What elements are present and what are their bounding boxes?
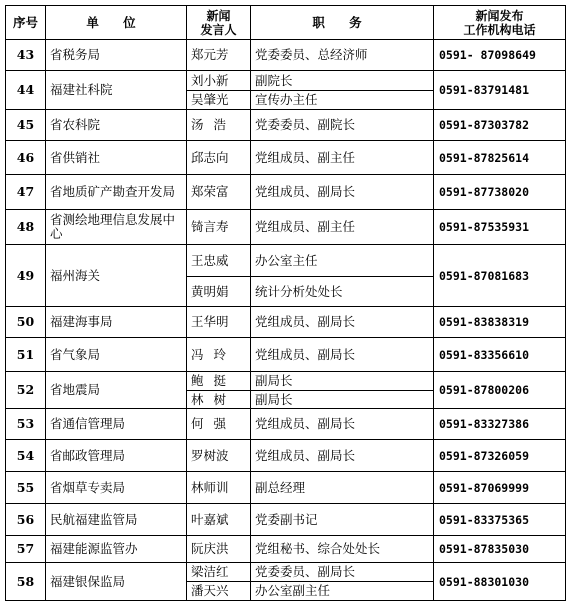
table-row xyxy=(6,141,566,175)
row-number: 50 xyxy=(6,307,46,338)
table-row xyxy=(6,175,566,210)
table-row xyxy=(6,472,566,504)
row-number: 56 xyxy=(6,504,46,536)
header-seq: 序号 xyxy=(6,6,46,40)
unit-name: 福建社科院 xyxy=(46,71,187,110)
spokesperson-name: 黄明娟 xyxy=(187,277,251,307)
row-number: 48 xyxy=(6,210,46,245)
unit-name: 福建海事局 xyxy=(46,307,187,338)
spokesperson-name: 阮庆洪 xyxy=(187,536,251,563)
unit-name: 省邮政管理局 xyxy=(46,440,187,472)
position-title: 党委委员、副院长 xyxy=(251,110,434,141)
phone-number: 0591-87825614 xyxy=(434,141,566,175)
position-title: 党组成员、副局长 xyxy=(251,409,434,440)
position-title: 统计分析处处长 xyxy=(251,277,434,307)
row-number: 44 xyxy=(6,71,46,110)
spokesperson-name: 梁洁红 xyxy=(187,563,251,582)
row-number: 45 xyxy=(6,110,46,141)
table-row xyxy=(6,71,566,91)
row-number: 51 xyxy=(6,338,46,372)
row-number: 52 xyxy=(6,372,46,409)
position-title: 宣传办主任 xyxy=(251,91,434,110)
position-title: 办公室副主任 xyxy=(251,582,434,601)
position-title: 副院长 xyxy=(251,71,434,91)
header-unit: 单 位 xyxy=(46,6,187,40)
position-title: 党委副书记 xyxy=(251,504,434,536)
table-row xyxy=(6,372,566,391)
unit-name: 省气象局 xyxy=(46,338,187,372)
spokesperson-name: 潘天兴 xyxy=(187,582,251,601)
header-position: 职 务 xyxy=(251,6,434,40)
unit-name: 省地震局 xyxy=(46,372,187,409)
phone-number: 0591-83791481 xyxy=(434,71,566,110)
position-title: 办公室主任 xyxy=(251,245,434,277)
header-phone: 新闻发布 工作机构电话 xyxy=(434,6,566,40)
position-title: 党组成员、副主任 xyxy=(251,210,434,245)
table-row xyxy=(6,338,566,372)
spokesperson-name: 王忠威 xyxy=(187,245,251,277)
header-spokesperson: 新闻 发言人 xyxy=(187,6,251,40)
spokesperson-name: 吴肇光 xyxy=(187,91,251,110)
position-title: 党组成员、副局长 xyxy=(251,338,434,372)
unit-name: 省烟草专卖局 xyxy=(46,472,187,504)
spokesperson-name: 林师训 xyxy=(187,472,251,504)
phone-number: 0591-83375365 xyxy=(434,504,566,536)
spokesperson-name: 林 树 xyxy=(187,391,251,409)
phone-number: 0591-87326059 xyxy=(434,440,566,472)
unit-name: 省通信管理局 xyxy=(46,409,187,440)
position-title: 党委委员、总经济师 xyxy=(251,40,434,71)
unit-name: 省农科院 xyxy=(46,110,187,141)
table-body xyxy=(6,40,566,601)
phone-number: 0591-87535931 xyxy=(434,210,566,245)
unit-name: 省供销社 xyxy=(46,141,187,175)
spokesperson-name: 汤 浩 xyxy=(187,110,251,141)
unit-name: 福建能源监管办 xyxy=(46,536,187,563)
phone-number: 0591-83327386 xyxy=(434,409,566,440)
table-row xyxy=(6,536,566,563)
phone-number: 0591-87081683 xyxy=(434,245,566,307)
spokesperson-name: 王华明 xyxy=(187,307,251,338)
position-title: 党组成员、副局长 xyxy=(251,440,434,472)
unit-name: 省税务局 xyxy=(46,40,187,71)
phone-number: 0591-87800206 xyxy=(434,372,566,409)
row-number: 55 xyxy=(6,472,46,504)
table-header-row xyxy=(6,6,566,40)
table-row xyxy=(6,307,566,338)
phone-number: 0591-83838319 xyxy=(434,307,566,338)
position-title: 党组秘书、综合处处长 xyxy=(251,536,434,563)
position-title: 党组成员、副局长 xyxy=(251,307,434,338)
spokesperson-name: 邱志向 xyxy=(187,141,251,175)
position-title: 党委委员、副局长 xyxy=(251,563,434,582)
phone-number: 0591- 87098649 xyxy=(434,40,566,71)
row-number: 47 xyxy=(6,175,46,210)
spokesperson-name: 锜言寿 xyxy=(187,210,251,245)
spokesperson-name: 何 强 xyxy=(187,409,251,440)
spokesperson-table xyxy=(5,5,566,601)
unit-name: 省地质矿产勘查开发局 xyxy=(46,175,187,210)
spokesperson-name: 叶嘉斌 xyxy=(187,504,251,536)
spokesperson-name: 郑荣富 xyxy=(187,175,251,210)
table-row xyxy=(6,440,566,472)
phone-number: 0591-88301030 xyxy=(434,563,566,601)
table-row xyxy=(6,563,566,582)
unit-name: 民航福建监管局 xyxy=(46,504,187,536)
spokesperson-name: 罗树波 xyxy=(187,440,251,472)
position-title: 副局长 xyxy=(251,391,434,409)
table-row xyxy=(6,409,566,440)
position-title: 副局长 xyxy=(251,372,434,391)
phone-number: 0591-83356610 xyxy=(434,338,566,372)
table-row xyxy=(6,110,566,141)
unit-name: 福州海关 xyxy=(46,245,187,307)
table-row xyxy=(6,504,566,536)
unit-name: 省测绘地理信息发展中心 xyxy=(46,210,187,245)
row-number: 54 xyxy=(6,440,46,472)
phone-number: 0591-87835030 xyxy=(434,536,566,563)
table-row xyxy=(6,210,566,245)
row-number: 58 xyxy=(6,563,46,601)
row-number: 49 xyxy=(6,245,46,307)
phone-number: 0591-87738020 xyxy=(434,175,566,210)
table-row xyxy=(6,40,566,71)
spokesperson-name: 郑元芳 xyxy=(187,40,251,71)
table-row xyxy=(6,245,566,277)
spokesperson-name: 鲍 挺 xyxy=(187,372,251,391)
row-number: 53 xyxy=(6,409,46,440)
phone-number: 0591-87069999 xyxy=(434,472,566,504)
position-title: 副总经理 xyxy=(251,472,434,504)
unit-name: 福建银保监局 xyxy=(46,563,187,601)
position-title: 党组成员、副局长 xyxy=(251,175,434,210)
spokesperson-name: 冯 玲 xyxy=(187,338,251,372)
spokesperson-name: 刘小新 xyxy=(187,71,251,91)
row-number: 57 xyxy=(6,536,46,563)
row-number: 43 xyxy=(6,40,46,71)
phone-number: 0591-87303782 xyxy=(434,110,566,141)
position-title: 党组成员、副主任 xyxy=(251,141,434,175)
row-number: 46 xyxy=(6,141,46,175)
